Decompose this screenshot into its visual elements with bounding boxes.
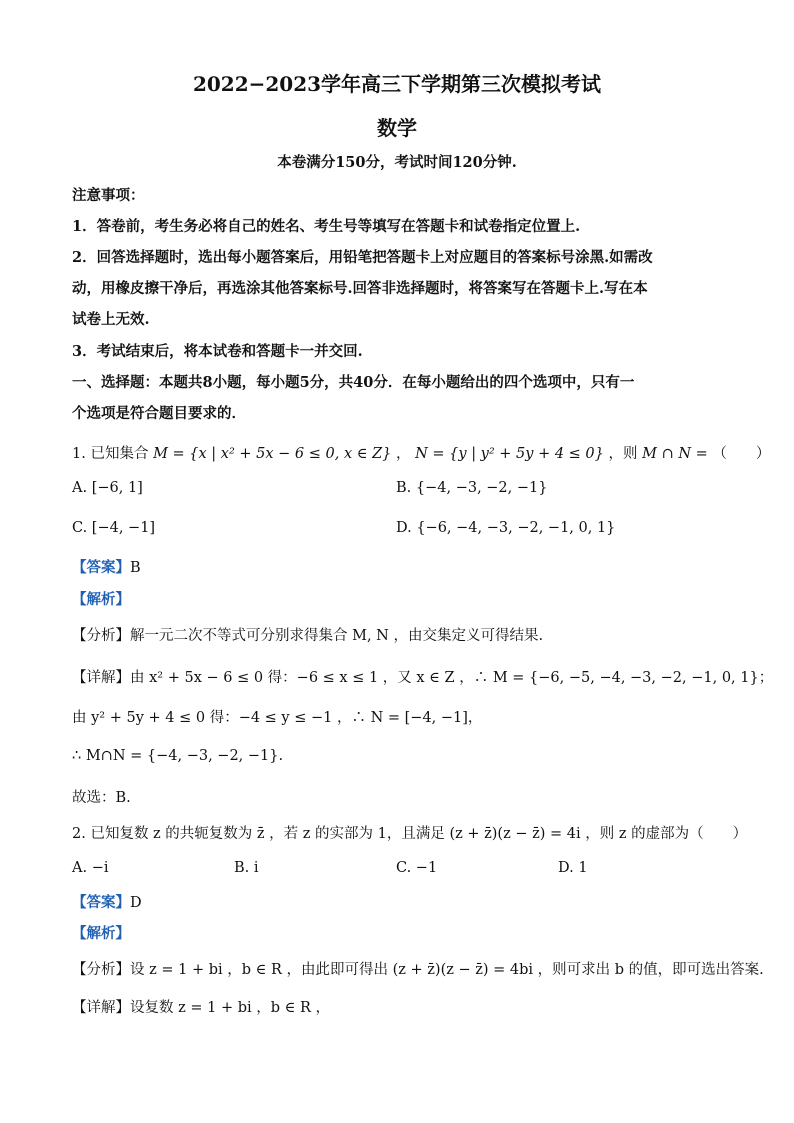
detail-text: 由 x² + 5x − 6 ≤ 0 得：−6 ≤ x ≤ 1 ，又 x ∈ Z ，∴ M = {−6, −5, −4, −3, −2, −1, 0, 1}； — [130, 670, 774, 686]
q1-option-b: B. {−4, −3, −2, −1} — [396, 480, 548, 496]
subject-title: 数学 — [377, 116, 417, 140]
note-item: 动，用橡皮擦干净后，再选涂其他答案标号.回答非选择题时，将答案写在答题卡上.写在本 — [72, 280, 648, 297]
q1-option-a: A. [−6, 1] — [72, 480, 143, 496]
section-heading: 一、选择题：本题共8小题，每小题5分，共40分．在每小题给出的四个选项中，只有一 — [72, 374, 635, 391]
fenxi-tag: 【分析】 — [72, 628, 130, 644]
note-item: 2．回答选择题时，选出每小题答案后，用铅笔把答题卡上对应题目的答案标号涂黑.如需改 — [72, 249, 653, 266]
answer-tag: 【答案】 — [72, 894, 130, 911]
q1-answer — [72, 556, 141, 577]
analysis-tag: 【解析】 — [72, 591, 130, 608]
q1-detail — [72, 666, 773, 687]
q2-analysis — [72, 922, 130, 943]
q1-fenxi — [72, 624, 543, 645]
exam-title: 2022−2023学年高三下学期第三次模拟考试 — [192, 72, 602, 96]
q2-detail — [72, 996, 330, 1017]
question-1-stem — [72, 442, 770, 463]
question-2-stem: 2. 已知复数 z 的共轭复数为 z̄ ，若 z 的实部为 1，且满足 (z + z̄)(z − z̄) = 4i ，则 z 的虚部为（ ） — [72, 826, 748, 842]
q1-sep: ， — [396, 446, 411, 462]
exam-info: 本卷满分150分，考试时间120分钟. — [277, 154, 517, 171]
q1-prefix: 1. 已知集合 — [72, 446, 149, 462]
answer-tag: 【答案】 — [72, 559, 130, 576]
detail-text: 设复数 z = 1 + bi ，b ∈ R ， — [130, 1000, 330, 1016]
q2-fenxi — [72, 958, 764, 979]
q2-option-d: D. 1 — [558, 860, 588, 876]
q2-option-a: A. −i — [72, 860, 109, 876]
notes-heading: 注意事项： — [72, 187, 145, 204]
set-n: N = {y | y² + 5y + 4 ≤ 0} — [415, 446, 604, 462]
set-m: M = {x | x² + 5x − 6 ≤ 0, x ∈ Z} — [153, 446, 392, 462]
q1-detail-line: 由 y² + 5y + 4 ≤ 0 得：−4 ≤ y ≤ −1 ，∴ N = [−4, −1]， — [72, 710, 483, 726]
note-item: 3．考试结束后，将本试卷和答题卡一并交回. — [72, 343, 363, 360]
detail-tag: 【详解】 — [72, 670, 130, 686]
fenxi-text: 解一元二次不等式可分别求得集合 M, N ，由交集定义可得结果. — [130, 628, 544, 644]
answer-value: B — [130, 560, 141, 576]
q1-analysis — [72, 588, 130, 609]
fenxi-text: 设 z = 1 + bi ，b ∈ R ，由此即可得出 (z + z̄)(z − z̄) = 4bi ，则可求出 b 的值，即可选出答案. — [130, 962, 764, 978]
q1-suffix: ，则 — [608, 446, 638, 462]
detail-tag: 【详解】 — [72, 1000, 130, 1016]
q2-option-b: B. i — [234, 860, 259, 876]
note-item: 试卷上无效. — [72, 311, 150, 328]
q1-detail-line: ∴ M∩N = {−4, −3, −2, −1}. — [72, 748, 284, 764]
answer-value: D — [130, 895, 142, 911]
q2-answer — [72, 891, 142, 912]
note-item: 1．答卷前，考生务必将自己的姓名、考生号等填写在答题卡和试卷指定位置上. — [72, 218, 581, 235]
analysis-tag: 【解析】 — [72, 925, 130, 942]
q1-choice: 故选：B. — [72, 790, 131, 806]
q1-option-d: D. {−6, −4, −3, −2, −1, 0, 1} — [396, 520, 616, 536]
section-heading-cont: 个选项是符合题目要求的． — [72, 405, 246, 422]
q1-blank: （ ） — [712, 446, 771, 462]
q1-option-c: C. [−4, −1] — [72, 520, 156, 536]
q2-option-c: C. −1 — [396, 860, 438, 876]
q1-question: M ∩ N = — [642, 446, 708, 462]
fenxi-tag: 【分析】 — [72, 962, 130, 978]
